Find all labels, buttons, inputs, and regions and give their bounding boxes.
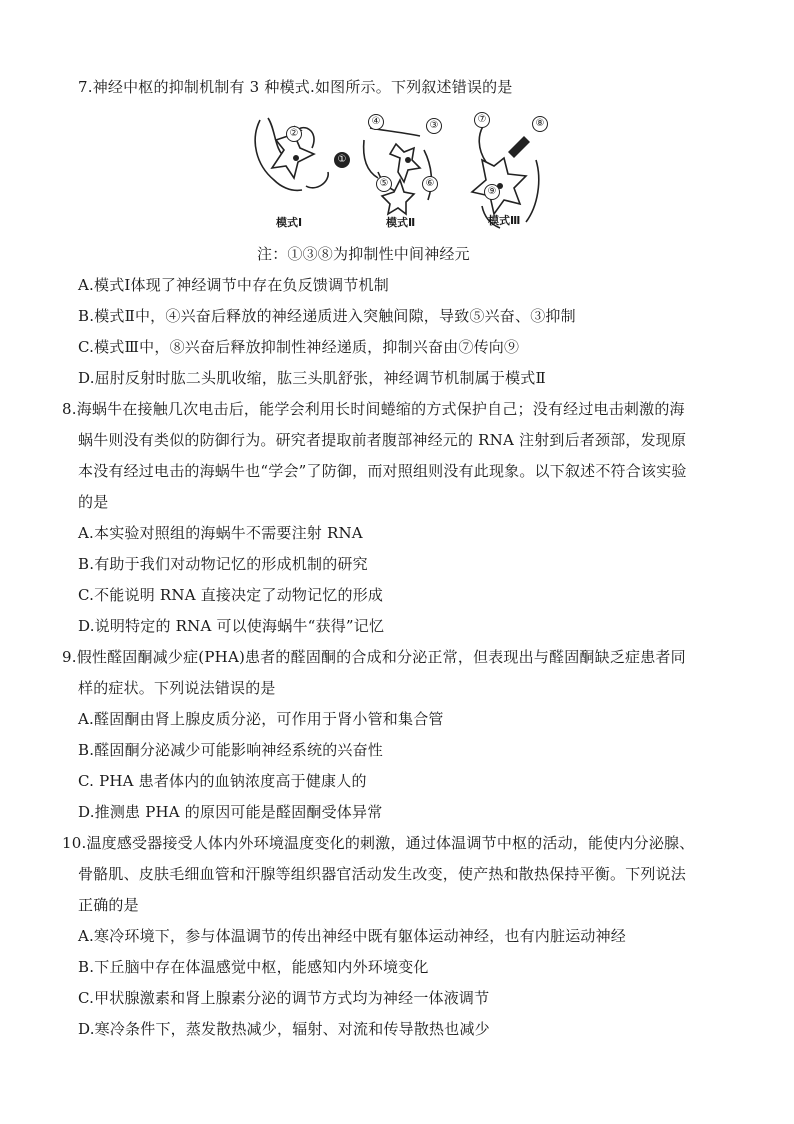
mode2-label: 模式Ⅱ (386, 216, 416, 229)
marker-5: ⑤ (376, 176, 392, 192)
mode1-label: 模式Ⅰ (276, 216, 303, 229)
q8-option-b: B.有助于我们对动物记忆的形成机制的研究 (78, 555, 368, 573)
mode2-neuron-a (390, 144, 420, 182)
marker-4: ④ (368, 114, 384, 130)
q8-stem-line-3: 本没有经过电击的海蜗牛也“学会”了防御，而对照组则没有此现象。以下叙述不符合该实验 (78, 462, 687, 480)
marker-2: ② (286, 126, 302, 142)
q10-stem-line-2: 骨骼肌、皮肤毛细血管和汗腺等组织器官活动发生改变，使产热和散热保持平衡。下列说法 (78, 865, 687, 883)
q10-option-d: D.寒冷条件下，蒸发散热减少，辐射、对流和传导散热也减少 (78, 1020, 490, 1038)
q10-stem-line-3: 正确的是 (78, 896, 139, 914)
q7-option-a: A.模式Ⅰ体现了神经调节中存在负反馈调节机制 (78, 276, 389, 294)
marker-7: ⑦ (474, 112, 490, 128)
q8-stem-line-2: 蜗牛则没有类似的防御行为。研究者提取前者腹部神经元的 RNA 注射到后者颈部，发现原 (78, 431, 687, 449)
q9-option-c: C. PHA 患者体内的血钠浓度高于健康人的 (78, 772, 367, 790)
q9-option-a: A.醛固酮由肾上腺皮质分泌，可作用于肾小管和集合管 (78, 710, 444, 728)
marker-3: ③ (426, 118, 442, 134)
q7-option-b: B.模式Ⅱ中，④兴奋后释放的神经递质进入突触间隙，导致⑤兴奋、③抑制 (78, 307, 576, 325)
q9-stem-line-1: 9.假性醛固酮减少症(PHA)患者的醛固酮的合成和分泌正常，但表现出与醛固酮缺乏症患者同 (62, 648, 686, 666)
q8-stem-line-4: 的是 (78, 493, 109, 511)
q8-option-a: A.本实验对照组的海蜗牛不需要注射 RNA (78, 524, 363, 542)
q7-option-d: D.屈肘反射时肱二头肌收缩，肱三头肌舒张，神经调节机制属于模式Ⅱ (78, 369, 546, 387)
q7-option-c: C.模式Ⅲ中，⑧兴奋后释放抑制性神经递质，抑制兴奋由⑦传向⑨ (78, 338, 520, 356)
mode3-inhibitory-terminal (508, 136, 530, 158)
marker-9: ⑨ (484, 184, 500, 200)
neural-inhibition-figure (250, 110, 550, 234)
q9-stem-line-2: 样的症状。下列说法错误的是 (78, 679, 276, 697)
q8-stem-line-1: 8.海蜗牛在接触几次电击后，能学会利用长时间蜷缩的方式保护自己；没有经过电击刺激的海 (62, 400, 685, 418)
q9-option-b: B.醛固酮分泌减少可能影响神经系统的兴奋性 (78, 741, 383, 759)
marker-1: ① (334, 152, 350, 168)
q8-option-d: D.说明特定的 RNA 可以使海蜗牛“获得”记忆 (78, 617, 385, 635)
q8-option-c: C.不能说明 RNA 直接决定了动物记忆的形成 (78, 586, 384, 604)
q9-option-d: D.推测患 PHA 的原因可能是醛固酮受体异常 (78, 803, 383, 821)
q10-option-a: A.寒冷环境下，参与体温调节的传出神经中既有躯体运动神经，也有内脏运动神经 (78, 927, 627, 945)
marker-8: ⑧ (532, 116, 548, 132)
q10-option-b: B.下丘脑中存在体温感觉中枢，能感知内外环境变化 (78, 958, 429, 976)
q10-option-c: C.甲状腺激素和肾上腺素分泌的调节方式均为神经一体液调节 (78, 989, 490, 1007)
q7-figure-note: 注：①③⑧为抑制性中间神经元 (257, 245, 470, 263)
mode3-label: 模式Ⅲ (488, 214, 521, 227)
q7-stem: 7.神经中枢的抑制机制有 3 种模式.如图所示。下列叙述错误的是 (78, 78, 513, 96)
marker-6: ⑥ (422, 176, 438, 192)
q10-stem-line-1: 10.温度感受器接受人体内外环境温度变化的刺激，通过体温调节中枢的活动，能使内分泌腺、 (62, 834, 695, 852)
